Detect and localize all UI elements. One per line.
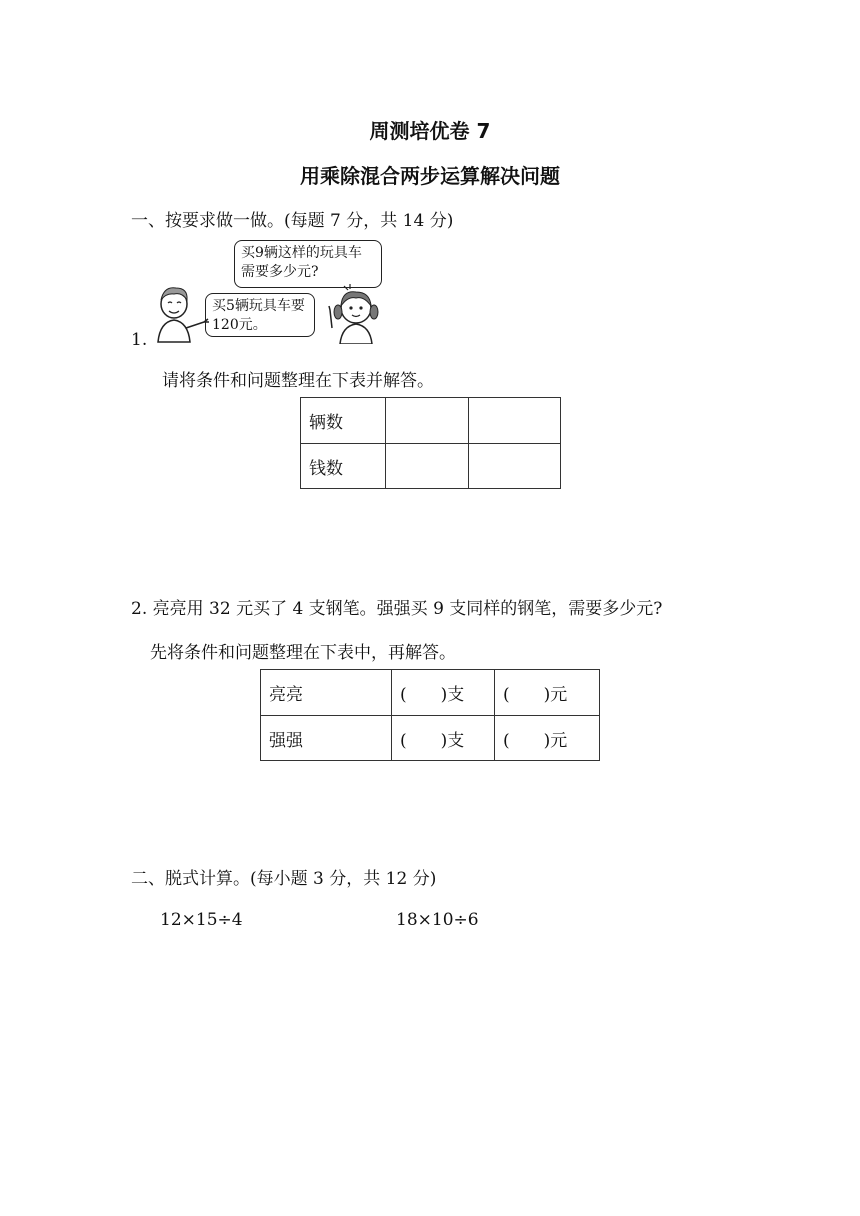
page-title: 周测培优卷 7 [369, 119, 491, 143]
answer-cell[interactable]: ( )元 [495, 670, 600, 716]
q2-instruction: 先将条件和问题整理在下表中，再解答。 [150, 643, 456, 663]
row-label: 强强 [261, 716, 392, 761]
section1-heading: 一、按要求做一做。(每题 7 分，共 14 分) [131, 211, 454, 231]
answer-cell[interactable]: ( )元 [495, 716, 600, 761]
answer-cell[interactable] [469, 444, 561, 489]
boy-cartoon-icon [150, 282, 212, 344]
answer-cell[interactable]: ( )支 [392, 716, 495, 761]
table-row [261, 716, 600, 761]
answer-cell[interactable] [386, 444, 469, 489]
answer-cell[interactable] [386, 398, 469, 444]
calc-problem: 18×10÷6 [396, 910, 479, 930]
answer-cell[interactable]: ( )支 [392, 670, 495, 716]
table-row [261, 670, 600, 716]
row-label: 亮亮 [261, 670, 392, 716]
q1-number: 1. [131, 330, 148, 350]
table-row [301, 444, 561, 489]
q1-table [300, 397, 561, 489]
q1-instruction: 请将条件和问题整理在下表并解答。 [162, 371, 434, 391]
girl-cartoon-icon [318, 284, 404, 344]
q2-table [260, 669, 600, 761]
calc-problem: 12×15÷4 [160, 910, 243, 930]
q2-text: 2. 亮亮用 32 元买了 4 支钢笔。强强买 9 支同样的钢笔，需要多少元? [131, 599, 663, 619]
section2-heading: 二、脱式计算。(每小题 3 分，共 12 分) [131, 869, 437, 889]
answer-cell[interactable] [469, 398, 561, 444]
row-label: 辆数 [301, 398, 386, 444]
page-subtitle: 用乘除混合两步运算解决问题 [300, 164, 560, 188]
girl-speech-bubble: 买9辆这样的玩具车需要多少元? [234, 240, 382, 288]
row-label: 钱数 [301, 444, 386, 489]
table-row [301, 398, 561, 444]
boy-speech-bubble: 买5辆玩具车要120元。 [205, 293, 315, 337]
